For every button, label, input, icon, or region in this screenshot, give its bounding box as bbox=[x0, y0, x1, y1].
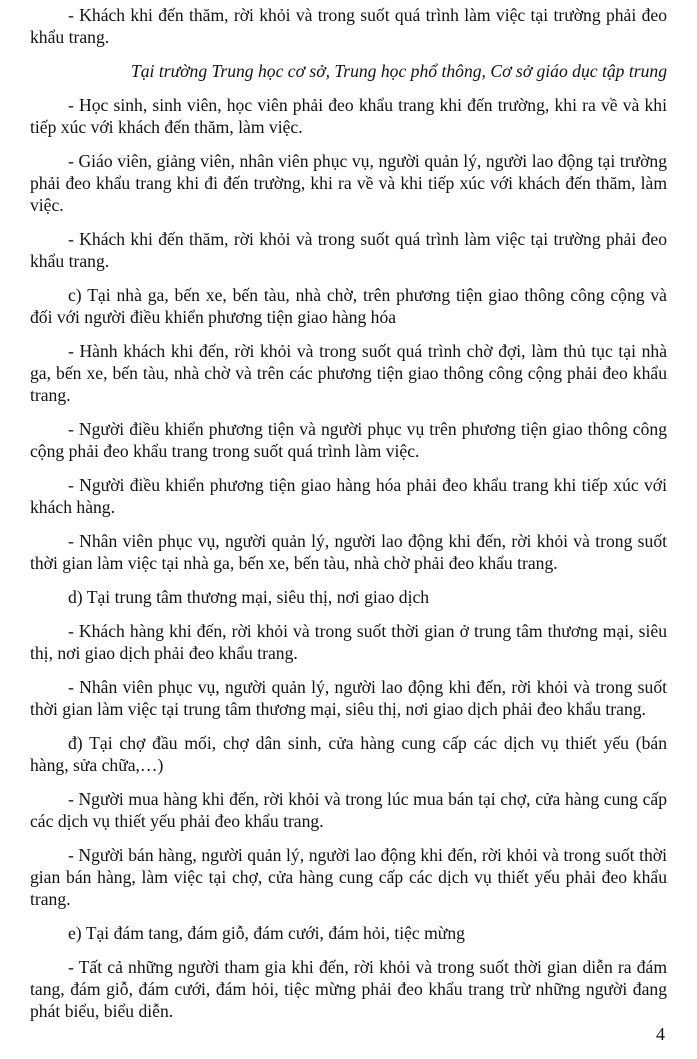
paragraph: - Người điều khiển phương tiện và người phục vụ trên phương tiện giao thông công cộng phải đeo khẩu trang trong suốt quá trình làm việc. bbox=[30, 419, 667, 461]
section-heading-d: d) Tại trung tâm thương mại, siêu thị, nơi giao dịch bbox=[68, 587, 430, 607]
paragraph: - Người điều khiển phương tiện giao hàng hóa phải đeo khẩu trang khi tiếp xúc với khách hàng. bbox=[30, 475, 667, 517]
section-heading-e: e) Tại đám tang, đám giỗ, đám cưới, đám hỏi, tiệc mừng bbox=[68, 923, 465, 943]
section-heading-dd: đ) Tại chợ đầu mối, chợ dân sinh, cửa hàng cung cấp các dịch vụ thiết yếu (bán hàng, sửa chữa,…) bbox=[30, 733, 667, 775]
page-number: 4 bbox=[656, 1024, 665, 1044]
paragraph: - Người bán hàng, người quản lý, người lao động khi đến, rời khỏi và trong suốt thời gian bán hàng, làm việc tại chợ, cửa hàng cung cấp các dịch vụ thiết yếu phải đeo khẩu trang. bbox=[30, 845, 667, 909]
paragraph: - Nhân viên phục vụ, người quản lý, người lao động khi đến, rời khỏi và trong suốt thời gian làm việc tại nhà ga, bến xe, bến tàu, nhà chờ phải đeo khẩu trang. bbox=[30, 531, 667, 573]
paragraph: - Hành khách khi đến, rời khỏi và trong suốt quá trình chờ đợi, làm thủ tục tại nhà ga, bến xe, bến tàu, nhà chờ và trên các phương tiện giao thông công cộng phải đeo khẩu trang. bbox=[30, 341, 667, 405]
section-heading-italic: Tại trường Trung học cơ sở, Trung học phổ thông, Cơ sở giáo dục tập trung bbox=[130, 61, 667, 81]
paragraph: - Tất cả những người tham gia khi đến, rời khỏi và trong suốt thời gian diễn ra đám tang, đám giỗ, đám cưới, đám hỏi, tiệc mừng phải đeo khẩu trang trừ những người đang phát biểu, biểu diễn. bbox=[30, 957, 667, 1021]
paragraph: - Khách khi đến thăm, rời khỏi và trong suốt quá trình làm việc tại trường phải đeo khẩu trang. bbox=[30, 229, 667, 271]
paragraph: - Nhân viên phục vụ, người quản lý, người lao động khi đến, rời khỏi và trong suốt thời gian làm việc tại trung tâm thương mại, siêu thị, nơi giao dịch phải đeo khẩu trang. bbox=[30, 677, 667, 719]
document-page bbox=[30, 4, 667, 1034]
paragraph: - Người mua hàng khi đến, rời khỏi và trong lúc mua bán tại chợ, cửa hàng cung cấp các dịch vụ thiết yếu phải đeo khẩu trang. bbox=[30, 789, 667, 831]
paragraph: - Giáo viên, giảng viên, nhân viên phục vụ, người quản lý, người lao động tại trường phải đeo khẩu trang khi đi đến trường, khi ra về và khi tiếp xúc với khách đến thăm, làm việc. bbox=[30, 151, 667, 215]
paragraph: - Khách khi đến thăm, rời khỏi và trong suốt quá trình làm việc tại trường phải đeo khẩu trang. bbox=[30, 5, 667, 47]
paragraph: - Học sinh, sinh viên, học viên phải đeo khẩu trang khi đến trường, khi ra về và khi tiếp xúc với khách đến thăm, làm việc. bbox=[30, 95, 667, 137]
section-heading-c: c) Tại nhà ga, bến xe, bến tàu, nhà chờ, trên phương tiện giao thông công cộng và đối với người điều khiển phương tiện giao hàng hóa bbox=[30, 285, 667, 327]
paragraph: - Khách hàng khi đến, rời khỏi và trong suốt thời gian ở trung tâm thương mại, siêu thị, nơi giao dịch phải đeo khẩu trang. bbox=[30, 621, 667, 663]
